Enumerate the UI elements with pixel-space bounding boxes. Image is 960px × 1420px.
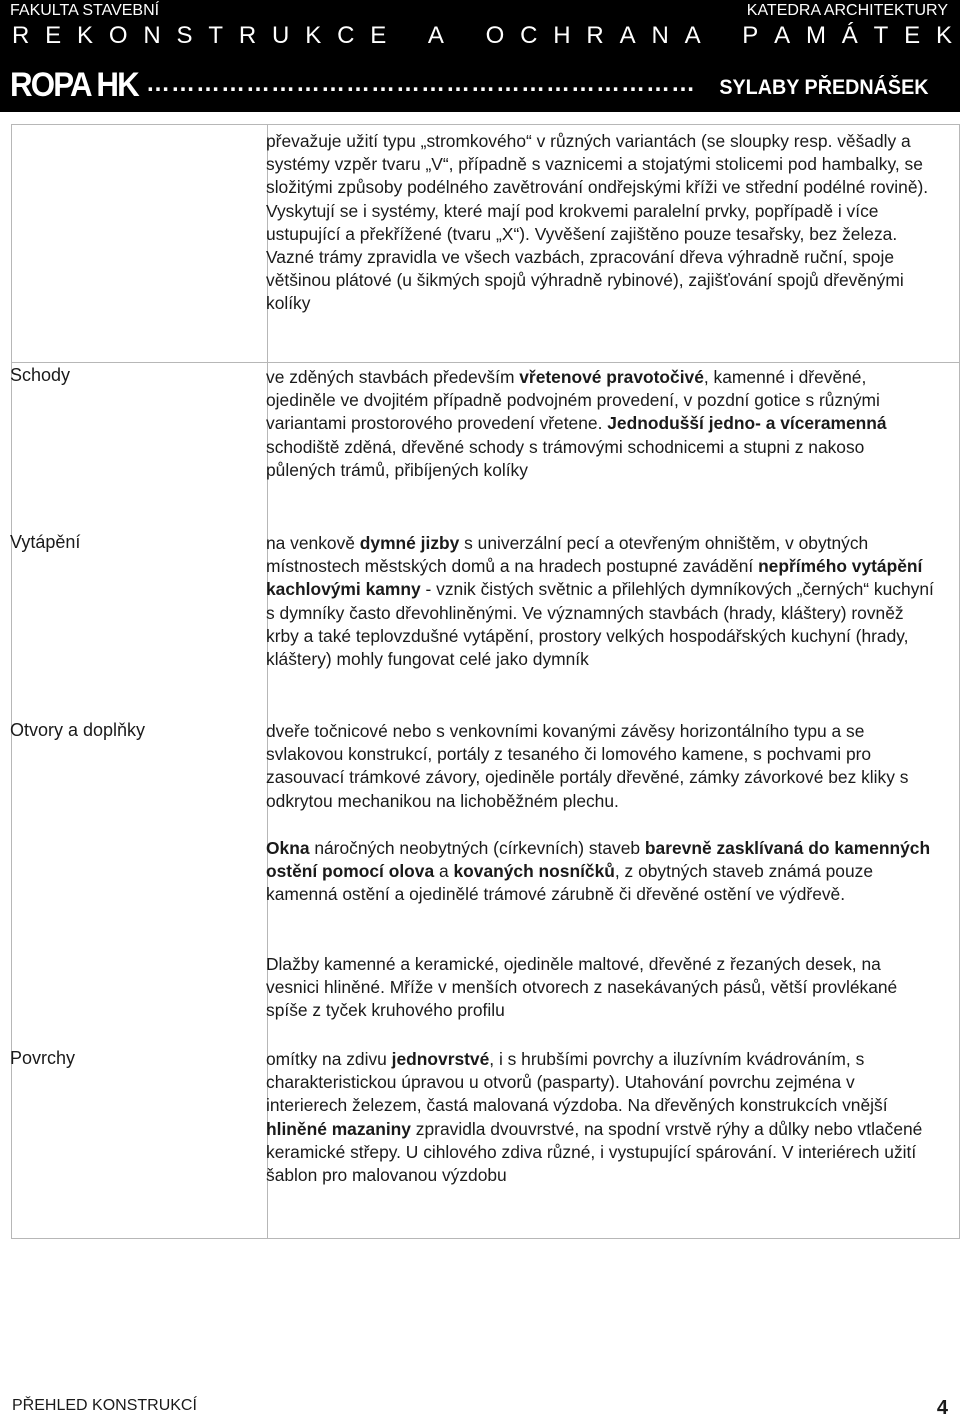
text-run: , i s hrubšími povrchy a iluzívním kvádrováním, s charakteristickou úpravou u otvorů (pasparty). Utahování povrchu zejména v interierech železem, častá malovaná výzdoba. Na dřevěných konstrukcích vnější [266, 1049, 888, 1116]
course-title-letter: U [272, 22, 290, 49]
course-title-letter: K [935, 22, 952, 49]
text-run: s univerzální pecí a otevřeným ohništěm, v obytných místnostech městských domů a na hradech postupné zavádění [266, 533, 869, 577]
course-title-letter: H [553, 22, 571, 49]
text-run: převažuje užití typu „stromkového“ v různých variantách (se sloupky resp. věšadly a systémy vzpěr tvaru „V“, případně s vaznicemi a stojatými stolicemi pod hambalky, se složitými způsoby podélného zavětrování ondřejskými kříži ve střední podélné rovině). Vyskytují se i systémy, které mají pod krokvemi paralelní prvky, popřípadě i více ustupující a překřížené (tvaru „X“). Vyvěšení zajištěno pouze tesařsky, bez železa. Vazné trámy zpravidla ve všech vazbách, zpracování dřeva výhradně ruční, spoje většinou plátové (u šikmých spojů výhradně rybinové), zajišťování spojů dřevěnými kolíky [266, 131, 929, 314]
course-title-letter: S [176, 22, 193, 49]
cell-roof-structures [266, 130, 938, 316]
cell-heating [266, 532, 938, 671]
course-title-letter: T [873, 22, 889, 49]
row-label-vytapeni: Vytápění [10, 532, 81, 552]
footer-section-label: PŘEHLED KONSTRUKCÍ [12, 1397, 197, 1414]
syllabus-label: SYLABY PŘEDNÁŠEK [718, 76, 928, 99]
row-label-povrchy: Povrchy [10, 1048, 76, 1068]
cell-stairs [266, 366, 938, 482]
course-title-letter: O [485, 22, 505, 49]
course-title-letter: T [208, 22, 224, 49]
course-title-letter: R [586, 22, 604, 49]
row-label-schody: Schody [10, 365, 71, 385]
emphasized-text: jednovrstvé [391, 1049, 490, 1069]
emphasized-text: nepřímého vytápění kachlovými kamny [266, 556, 923, 600]
course-title-letter: A [619, 22, 636, 49]
emphasized-text: kovaných nosníčků [453, 861, 615, 882]
text-run: a [434, 861, 454, 882]
emphasized-text: barevně zasklívaná do kamenných ostění pomocí olova [266, 838, 931, 882]
text-run: Dlažby kamenné a keramické, ojediněle maltové, dřevěné z řezaných desek, na vesnici hliněné. Mříže v menších otvorech z nasekávaných pásů, větší provlékané spíše z tyček kruhového profilu [266, 954, 898, 1021]
course-title-letter: N [651, 22, 669, 49]
course-title-letter: K [305, 22, 322, 49]
course-title-letter: K [77, 22, 94, 49]
course-title-letter: E [904, 22, 921, 49]
course-title [12, 22, 952, 50]
text-run: omítky na zdivu [266, 1049, 392, 1069]
course-title-letter: P [742, 22, 759, 49]
course-title-letter: A [427, 22, 444, 49]
course-title-letter: Á [841, 22, 858, 49]
course-title-letter: A [774, 22, 791, 49]
text-run: , kamenné i dřevěné, ojediněle ve dvojitém případně podvojném provedení, v pozdní gotice s různými variantami prostorového provedení vřetene. [266, 367, 880, 434]
course-title-letter: R [12, 22, 30, 49]
course-title-letter: O [108, 22, 128, 49]
course-title-letter: E [45, 22, 62, 49]
course-title-letter [460, 22, 470, 50]
text-run: dveře točnicové nebo s venkovními kovanými závěsy horizontálního typu a se svlakovou konstrukcí, portály z tesaného či lomového kamene, s pochvami pro zasouvací trámkové závory, ojediněle portály dřevěné, zámky závorkové bez kliky s odkrytou mechanikou na lichoběžném plechu. [266, 721, 909, 811]
course-title-letter: R [238, 22, 257, 49]
emphasized-text: hliněné mazaniny [266, 1118, 411, 1139]
page-number: 4 [936, 1397, 948, 1419]
course-title-letter: A [684, 22, 701, 49]
cell-paving-grilles [266, 953, 938, 1023]
course-title-letter: C [337, 22, 355, 49]
text-run: schodiště zděná, dřevěné schody s trámovými schodnicemi a stupni z nakoso půlených trámů, přibíjených kolíky [266, 436, 865, 480]
cell-surfaces [266, 1048, 938, 1187]
leader-dots: ………………………………………………………… [146, 70, 696, 97]
text-run: ve zděných stavbách především [266, 367, 520, 387]
cell-windows [266, 837, 938, 907]
faculty-name: FAKULTA STAVEBNÍ [10, 2, 160, 19]
course-title-letter: E [370, 22, 387, 49]
course-title-letter [716, 22, 726, 50]
emphasized-text: dymné jizby [359, 533, 460, 553]
course-title-letter: N [143, 22, 161, 49]
text-run: , z obytných staveb známá pouze kamenná ostění a ojedinělé trámové zárubně či dřevěné ostění ve výdřevě. [266, 861, 873, 905]
course-title-letter: C [520, 22, 538, 49]
row-label-otvory: Otvory a doplňky [10, 720, 146, 740]
text-run: na venkově [266, 533, 360, 553]
header-band [0, 0, 960, 112]
text-run: - vznik čistých světnic a přilehlých dymníkových „černých“ kuchyní s dymníky často dřevohliněnými. Ve významných stavbách (hrady, kláštery) rovněž krby a také teplovzdušné vytápění, prostory velkých hospodářských kuchyní (hrady, kláštery) mohly fungovat celé jako dymník [266, 579, 934, 670]
course-title-letter: M [805, 22, 826, 49]
emphasized-text: Okna [266, 838, 310, 858]
row-divider [12, 362, 959, 363]
text-run: zpravidla dvouvrstvé, na spodní vrstvě rýhy a důlky nebo vtlačené keramické střepy. U cihlového zdiva různé, i vystupující spárování. V interiérech užití šablon pro malovanou výzdobu [266, 1118, 923, 1186]
emphasized-text: vřetenové pravotočivé [519, 367, 704, 387]
department-name: KATEDRA ARCHITEKTURY [746, 2, 948, 19]
text-run: náročných neobytných (církevních) staveb [309, 838, 645, 858]
course-code: ROPA HK [10, 66, 138, 104]
emphasized-text: Jednodušší jedno- a víceramenná [607, 413, 887, 434]
course-title-letter [402, 22, 412, 50]
cell-doors [266, 720, 938, 813]
